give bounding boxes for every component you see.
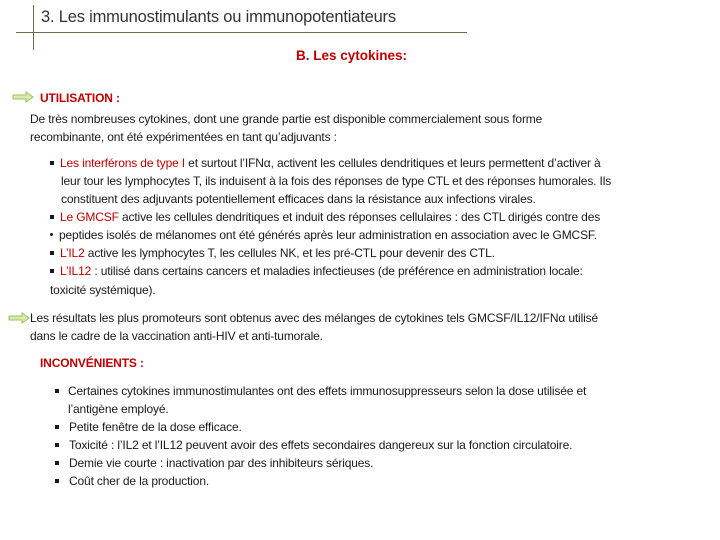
list-item-continuation: toxicité systémique). [50,283,156,297]
bullet-icon [55,461,59,465]
title-underline [16,32,467,33]
bullet-icon [50,233,53,236]
list-item: Toxicité : l’IL2 et l’IL12 peuvent avoir des effets secondaires dangereux sur la fonction circulatoire. [55,437,572,453]
arrow-right-icon [8,312,30,324]
bullet-icon [55,479,59,483]
page-title: 3. Les immunostimulants ou immunopotentiateurs [41,8,396,26]
list-item-continuation: l’antigène employé. [68,402,169,416]
list-item: Demie vie courte : inactivation par des inhibiteurs sériques. [55,455,373,471]
bullet-icon [50,269,54,273]
title-vertical-rule [33,5,34,50]
results-line: Les résultats les plus promoteurs sont obtenus avec des mélanges de cytokines tels GMCSF/IL12/IFNα utilisé [30,311,598,325]
list-item: L’IL12 : utilisé dans certains cancers et maladies infectieuses (de préférence en administration locale: [50,263,583,279]
list-item: Certaines cytokines immunostimulantes ont des effets immunosuppresseurs selon la dose utilisée et [55,383,586,399]
list-item-continuation: peptides isolés de mélanomes ont été générés après leur administration en association avec le GMCSF. [50,227,597,243]
intro-line: recombinante, ont été expérimentées en tant qu’adjuvants : [30,130,337,144]
list-item-continuation: leur tour les lymphocytes T, ils induisent à la fois des réponses de type CTL et des réponses humorales. Ils [61,174,612,188]
intro-line: De très nombreuses cytokines, dont une grande partie est disponible commercialement sous forme [30,112,543,126]
arrow-right-icon [12,91,34,103]
inconvenients-heading: INCONVÉNIENTS : [40,356,144,370]
list-item: Coût cher de la production. [55,473,209,489]
bullet-icon [55,425,59,429]
results-line: dans le cadre de la vaccination anti-HIV et anti-tumorale. [30,329,323,343]
section-subtitle: B. Les cytokines: [296,48,408,63]
utilisation-heading: UTILISATION : [40,91,120,105]
list-item-continuation: constituent des adjuvants potentiellement efficaces dans la résistance aux infections virales. [61,192,536,206]
bullet-icon [50,161,54,165]
bullet-icon [50,251,54,255]
list-item: Petite fenêtre de la dose efficace. [55,419,242,435]
list-item: Le GMCSF active les cellules dendritiques et induit des réponses cellulaires : des CTL dirigés contre des [50,209,600,225]
list-item: Les interférons de type I et surtout l’IFNα, activent les cellules dendritiques et leurs permettent d’activer à [50,155,601,171]
list-item: L’IL2 active les lymphocytes T, les cellules NK, et les pré-CTL pour devenir des CTL. [50,245,495,261]
bullet-icon [55,443,59,447]
bullet-icon [55,389,59,393]
bullet-icon [50,215,54,219]
